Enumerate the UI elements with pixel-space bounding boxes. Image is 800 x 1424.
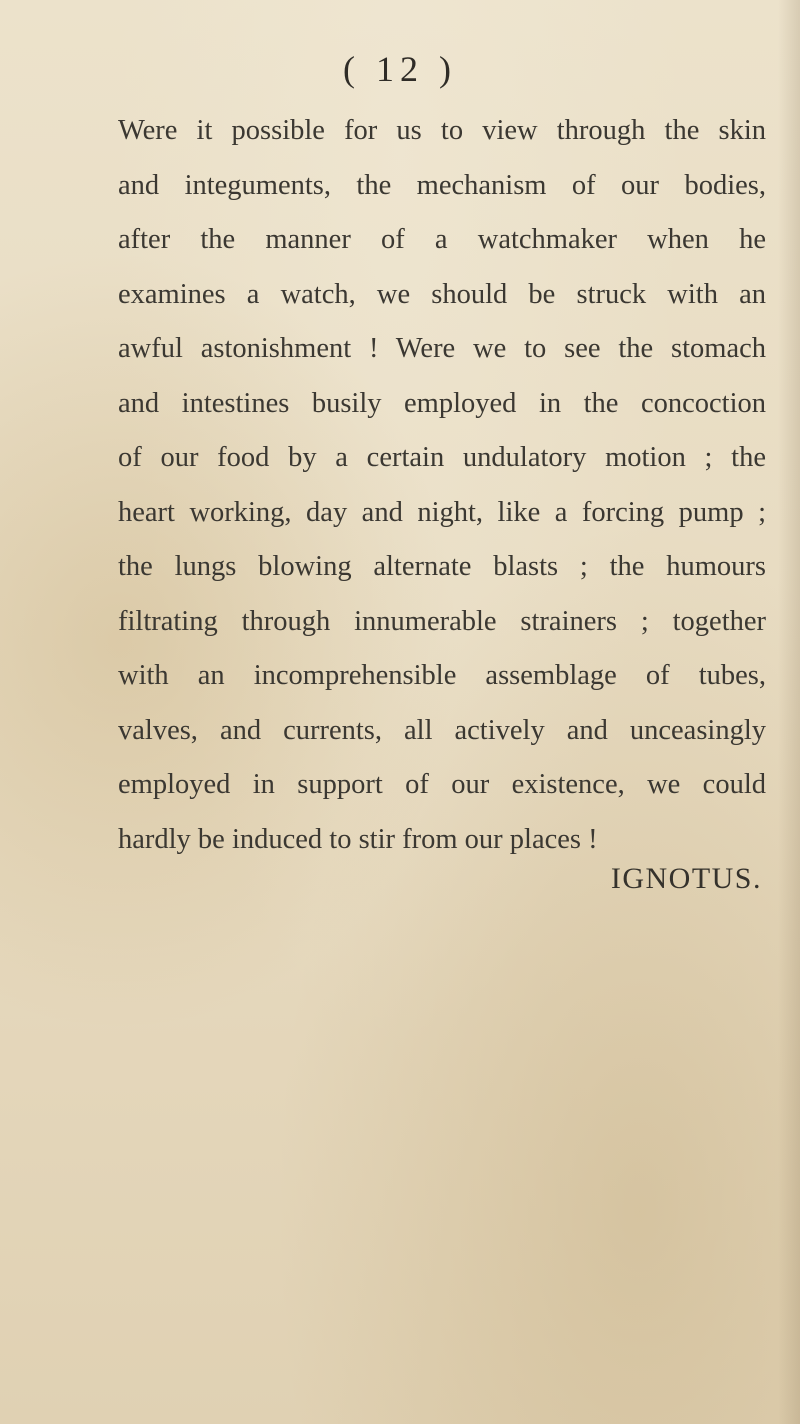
text-line: valves, and currents, all actively and unceasingly — [118, 714, 766, 746]
text-line: of our food by a certain undulatory motion ; the — [118, 442, 766, 473]
page-number: ( 12 ) — [343, 49, 457, 89]
author-signature: IGNOTUS. — [610, 862, 762, 895]
page-edge-shadow — [778, 0, 800, 1424]
text-line-last: hardly be induced to stir from our places ! — [118, 823, 598, 855]
text-line: Were it possible for us to view through the skin — [118, 115, 766, 146]
text-line: examines a watch, we should be struck with an — [118, 278, 766, 310]
text-line: employed in support of our existence, we could — [118, 769, 766, 800]
text-line: and integuments, the mechanism of our bodies, — [118, 169, 766, 201]
text-line: filtrating through innumerable strainers ; together — [118, 605, 766, 637]
body-paragraph — [118, 108, 766, 871]
text-line: and intestines busily employed in the concoction — [118, 387, 766, 419]
text-line: awful astonishment ! Were we to see the stomach — [118, 333, 766, 364]
text-line: with an incomprehensible assemblage of tubes, — [118, 660, 766, 691]
text-line: heart working, day and night, like a forcing pump ; — [118, 496, 766, 528]
text-line: after the manner of a watchmaker when he — [118, 224, 766, 255]
text-line: the lungs blowing alternate blasts ; the humours — [118, 551, 766, 582]
